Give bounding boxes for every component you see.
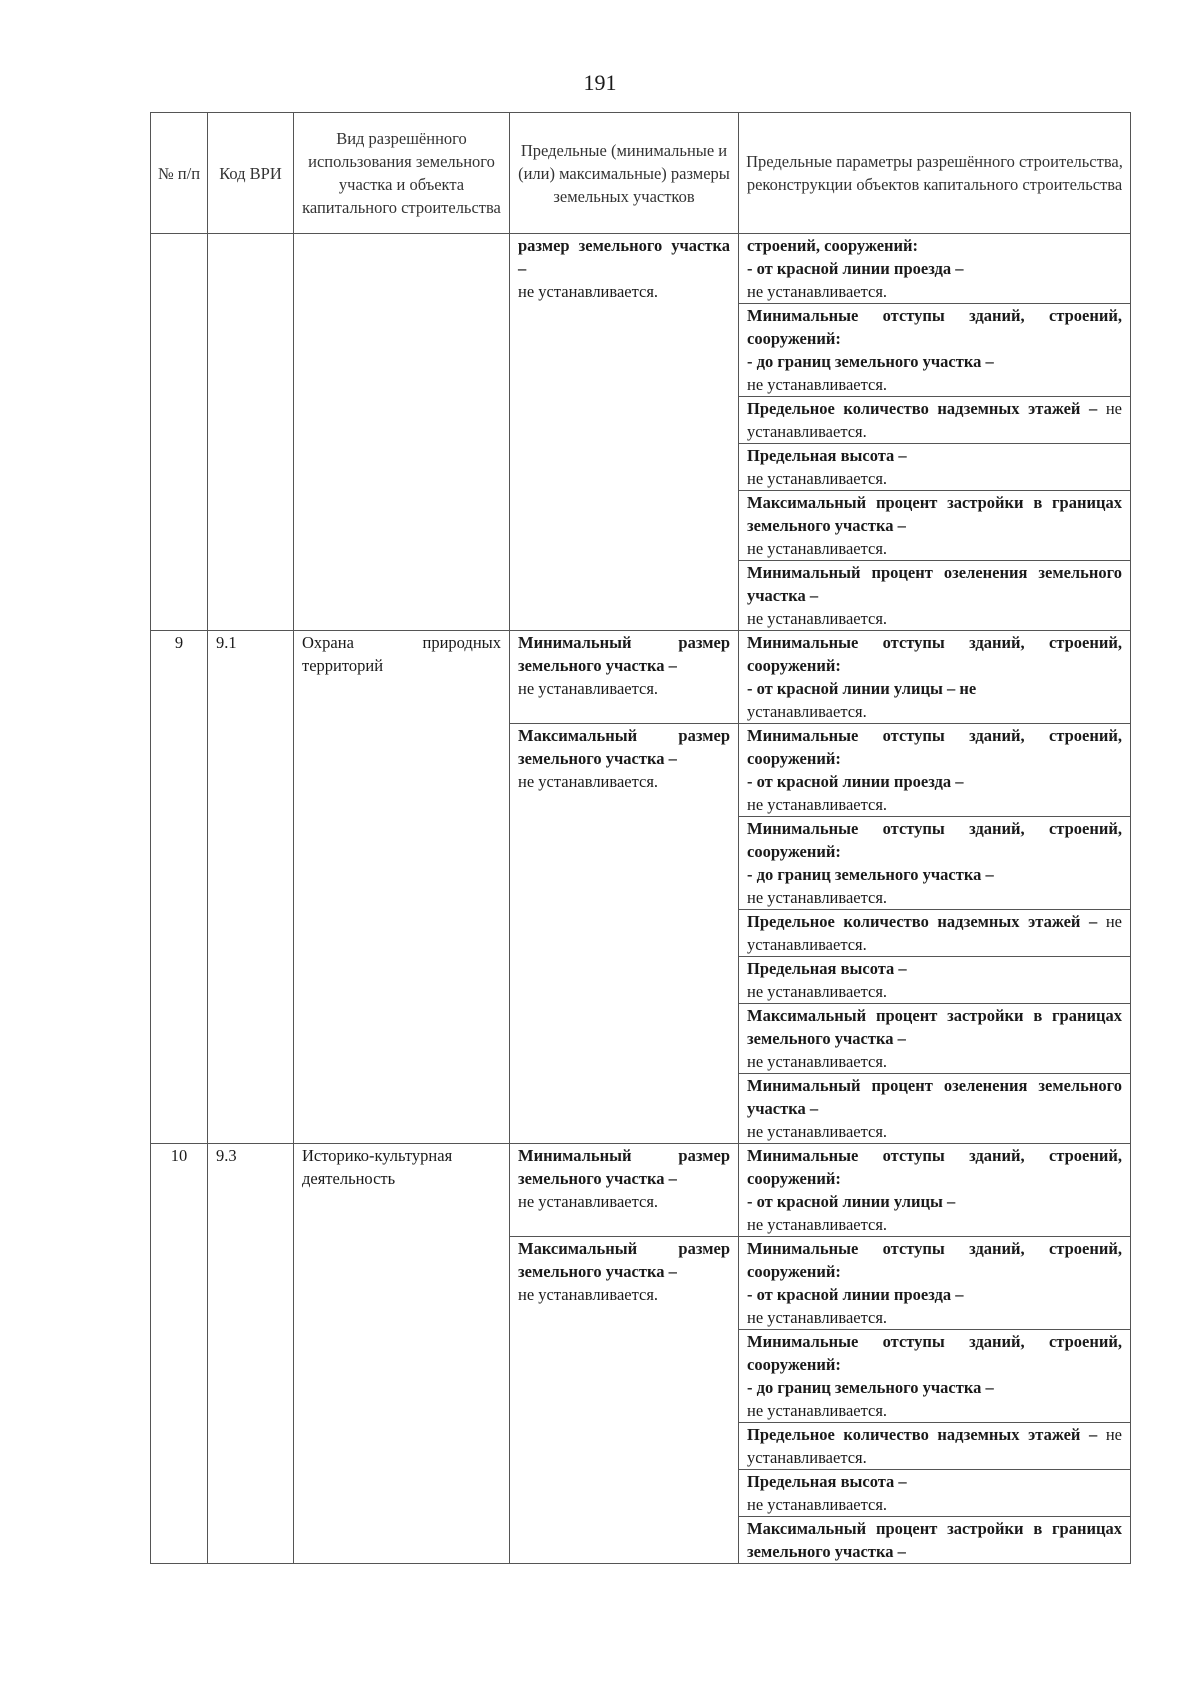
size-tail: не устанавливается. [518,282,659,301]
param-tail: не устанавливается. [747,1425,1122,1467]
param-cell [739,1144,1131,1237]
param-body: - от красной линии проезда – [747,1285,964,1304]
header-plot-size: Предельные (минимальные и (или) максимальные) размеры земельных участков [510,113,739,234]
param-cell [739,1237,1131,1330]
param-head: Минимальный процент озеленения земельного участка – [747,1076,1122,1118]
cell-max-size [510,1237,739,1564]
param-cell [739,1004,1131,1074]
size-head: Максимальный размер земельного участка – [518,726,730,768]
param-cell [739,561,1131,631]
table-row [151,1144,1131,1237]
land-use-table [150,112,1131,1564]
size-tail: не устанавливается. [518,1285,659,1304]
param-tail: не устанавливается. [747,1401,888,1420]
cell-use-type: Охрана природных территорий [294,631,510,1144]
param-cell [739,234,1131,304]
header-num: № п/п [151,113,208,234]
header-build-params: Предельные параметры разрешённого строительства, реконструкции объектов капитального строительства [739,113,1131,234]
size-tail: не устанавливается. [518,1192,659,1211]
param-head: Минимальные отступы зданий, строений, сооружений: [747,819,1122,861]
param-head: Максимальный процент застройки в границах земельного участка – [747,493,1122,535]
cell-use-type: Историко-культурная деятельность [294,1144,510,1564]
param-tail: не устанавливается. [747,375,888,394]
header-use-type: Вид разрешённого использования земельного участка и объекта капитального строительства [294,113,510,234]
param-cell [739,397,1131,444]
cell-use-type [294,234,510,631]
cell-code [208,234,294,631]
size-head: Минимальный размер земельного участка – [518,1146,730,1188]
param-body: - от красной линии проезда – [747,772,964,791]
param-tail: не устанавливается. [747,1308,888,1327]
param-body: - от красной линии улицы – [747,1192,956,1211]
param-body: - от красной линии улицы – не [747,679,977,698]
cell-code: 9.1 [208,631,294,1144]
param-tail: не устанавливается. [747,539,888,558]
param-head: Предельное количество надземных этажей – [747,1425,1098,1444]
param-tail: не устанавливается. [747,399,1122,441]
header-code: Код ВРИ [208,113,294,234]
param-cell [739,444,1131,491]
page-number: 191 [583,70,617,95]
param-cell [739,631,1131,724]
param-tail: не устанавливается. [747,609,888,628]
param-tail: не устанавливается. [747,795,888,814]
cell-min-size [510,1144,739,1237]
param-head: Минимальные отступы зданий, строений, сооружений: [747,1332,1122,1374]
size-tail: не устанавливается. [518,679,659,698]
param-body: - до границ земельного участка – [747,1378,994,1397]
param-tail: не устанавливается. [747,888,888,907]
param-cell [739,491,1131,561]
table-row [151,631,1131,724]
param-head: строений, сооружений: [747,236,919,255]
param-tail: не устанавливается. [747,982,888,1001]
param-tail: не устанавливается. [747,912,1122,954]
param-cell [739,724,1131,817]
param-head: Минимальные отступы зданий, строений, сооружений: [747,726,1122,768]
table-header-row [151,113,1131,234]
param-tail: не устанавливается. [747,469,888,488]
param-cell [739,957,1131,1004]
param-cell [739,817,1131,910]
cell-plot-size [510,234,739,631]
param-head: Предельное количество надземных этажей – [747,912,1098,931]
param-tail: устанавливается. [747,702,867,721]
param-tail: не устанавливается. [747,1215,888,1234]
cell-num: 10 [151,1144,208,1564]
param-cell [739,910,1131,957]
param-cell [739,304,1131,397]
param-cell [739,1423,1131,1470]
param-body: - до границ земельного участка – [747,865,994,884]
cell-num: 9 [151,631,208,1144]
param-head: Минимальный процент озеленения земельного участка – [747,563,1122,605]
param-tail: не устанавливается. [747,1052,888,1071]
param-tail: не устанавливается. [747,1495,888,1514]
param-head: Минимальные отступы зданий, строений, сооружений: [747,306,1122,348]
size-tail: не устанавливается. [518,772,659,791]
size-head: размер земельного участка – [518,236,730,278]
cell-code: 9.3 [208,1144,294,1564]
param-tail: не устанавливается. [747,282,888,301]
cell-max-size [510,724,739,1144]
param-head: Минимальные отступы зданий, строений, сооружений: [747,1239,1122,1281]
param-head: Максимальный процент застройки в границах земельного участка – [747,1519,1122,1561]
param-body: - до границ земельного участка – [747,352,994,371]
param-cell [739,1517,1131,1564]
param-head: Предельная высота – [747,446,907,465]
param-body: - от красной линии проезда – [747,259,964,278]
param-head: Максимальный процент застройки в границах земельного участка – [747,1006,1122,1048]
param-head: Предельная высота – [747,959,907,978]
param-cell [739,1470,1131,1517]
param-head: Предельное количество надземных этажей – [747,399,1098,418]
cell-num [151,234,208,631]
param-tail: не устанавливается. [747,1122,888,1141]
param-head: Минимальные отступы зданий, строений, сооружений: [747,633,1122,675]
param-cell [739,1074,1131,1144]
param-head: Минимальные отступы зданий, строений, сооружений: [747,1146,1122,1188]
cell-min-size [510,631,739,724]
size-head: Максимальный размер земельного участка – [518,1239,730,1281]
param-head: Предельная высота – [747,1472,907,1491]
param-cell [739,1330,1131,1423]
size-head: Минимальный размер земельного участка – [518,633,730,675]
table-row [151,234,1131,304]
